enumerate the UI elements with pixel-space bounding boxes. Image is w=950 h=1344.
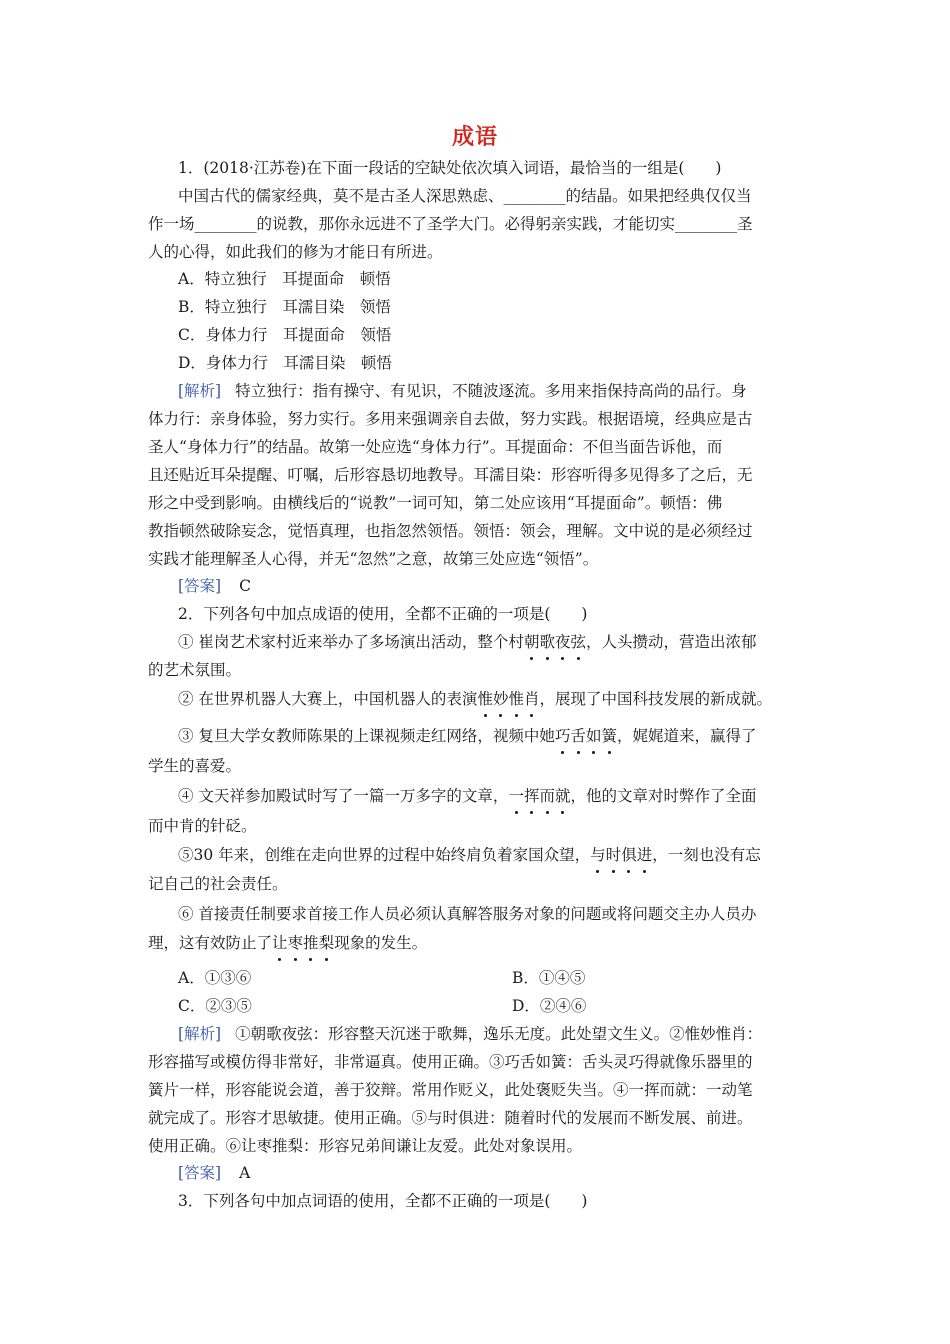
answer-value: A	[239, 1164, 251, 1182]
sentence-text: ① 崔岗艺术家村近来举办了多场演出活动，整个村	[178, 633, 524, 651]
sentence-text: 理，这有效防止了	[148, 934, 273, 952]
sentence-text: ，娓娓道来，赢得了	[617, 727, 757, 745]
emphasis-dot-char: 挥	[523, 787, 540, 805]
dotted-idiom	[590, 846, 652, 864]
dotted-idiom	[508, 787, 570, 805]
q2-sentence-1	[178, 632, 757, 652]
sentence-text: ⑤30 年来，创维在走向世界的过程中始终肩负着家国众望，	[178, 846, 591, 864]
q1-stem: 1．(2018·江苏卷)在下面一段话的空缺处依次填入词语，最恰当的一组是( )	[178, 159, 722, 177]
q2-stem: 2．下列各句中加点成语的使用，全都不正确的一项是( )	[178, 605, 588, 623]
sentence-text: ，展现了中国科技发展的新成就。	[539, 690, 773, 708]
q1-passage-line: 中国古代的儒家经典，莫不是古圣人深思熟虑、________的结晶。如果把经典仅仅当	[178, 187, 752, 205]
q3-stem: 3．下列各句中加点词语的使用，全都不正确的一项是( )	[178, 1192, 588, 1210]
q2-sentence-4	[178, 786, 757, 806]
q1-answer	[178, 576, 251, 596]
q1-option-b: B．特立独行 耳濡目染 领悟	[178, 298, 391, 316]
emphasis-dot-char: 梨	[318, 934, 335, 952]
q1-analysis-line: 教指顿然破除妄念，觉悟真理，也指忽然领悟。领悟：领会，理解。文中说的是必须经过	[148, 522, 753, 540]
emphasis-dot-char: 舌	[570, 727, 586, 745]
q2-sentence-5-cont: 记自己的社会责任。	[148, 875, 288, 893]
emphasis-dot-char: 惟	[477, 690, 493, 708]
q2-option-a: A．①③⑥	[178, 969, 252, 987]
emphasis-dot-char: 夜	[554, 633, 571, 651]
emphasis-dot-char: 而	[539, 787, 555, 805]
q1-analysis-line: 且还贴近耳朵提醒、叮嘱，后形容恳切地教导。耳濡目染：形容听得多见得多了之后，无	[148, 466, 753, 484]
page-title: 成语	[451, 124, 498, 150]
analysis-text: 特立独行：指有操守、有见识，不随波逐流。多用来指保持高尚的品行。身	[235, 382, 747, 400]
q1-passage-line: 人的心得，如此我们的修为才能日有所进。	[148, 243, 443, 261]
q2-sentence-5	[178, 845, 761, 865]
q1-option-d: D．身体力行 耳濡目染 顿悟	[178, 354, 392, 372]
emphasis-dot-char: 惟	[508, 690, 524, 708]
sentence-text: ③ 复旦大学女教师陈果的上课视频走红网络，视频中她	[178, 727, 555, 745]
q2-sentence-6-cont	[148, 933, 427, 953]
q1-option-c: C．身体力行 耳提面命 领悟	[178, 326, 392, 344]
q1-option-a: A．特立独行 耳提面命 顿悟	[178, 270, 391, 288]
sentence-text: ，人头攒动，营造出浓郁	[586, 633, 757, 651]
answer-value: C	[239, 577, 251, 595]
q2-analysis-line: 就完成了。形容才思敏捷。使用正确。⑤与时俱进：随着时代的发展而不断发展、前进。	[148, 1109, 753, 1127]
emphasis-dot-char: 朝	[523, 633, 540, 651]
emphasis-dot-char: 歌	[539, 633, 555, 651]
dotted-idiom	[524, 633, 586, 651]
answer-tag: [答案]	[178, 1164, 222, 1182]
q1-analysis-line: 形之中受到影响。由横线后的“说教”一词可知，第二处应该用“耳提面命”。顿悟：佛	[148, 494, 723, 512]
q2-analysis-line: 簧片一样，形容能说会道，善于狡辩。常用作贬义，此处褒贬失当。④一挥而就：一动笔	[148, 1081, 753, 1099]
q1-analysis-line: 圣人“身体力行”的结晶。故第一处应选“身体力行”。耳提面命：不但当面告诉他，而	[148, 438, 723, 456]
emphasis-dot-char: 巧	[554, 727, 571, 745]
dotted-idiom	[477, 690, 539, 708]
q2-option-d: D．②④⑥	[512, 997, 587, 1015]
emphasis-dot-char: 与	[590, 846, 606, 864]
sentence-text: ，一刻也没有忘	[652, 846, 761, 864]
emphasis-dot-char: 肖	[523, 690, 540, 708]
emphasis-dot-char: 俱	[621, 846, 637, 864]
q1-analysis-line: 体力行：亲身体验，努力实行。多用来强调亲自去做，努力实践。根据语境，经典应是古	[148, 410, 753, 428]
emphasis-dot-char: 让	[272, 934, 288, 952]
q2-answer	[178, 1163, 250, 1183]
dotted-idiom	[272, 934, 334, 952]
q2-analysis-line: 形容描写或模仿得非常好，非常逼真。使用正确。③巧舌如簧：舌头灵巧得就像乐器里的	[148, 1053, 753, 1071]
q2-sentence-6: ⑥ 首接责任制要求首接工作人员必须认真解答服务对象的问题或将问题交主办人员办	[178, 905, 757, 923]
emphasis-dot-char: 一	[508, 787, 524, 805]
emphasis-dot-char: 时	[605, 846, 622, 864]
q2-sentence-4-cont: 而中肯的针砭。	[148, 817, 257, 835]
emphasis-dot-char: 簧	[601, 727, 617, 745]
emphasis-dot-char: 就	[554, 787, 571, 805]
dotted-idiom	[555, 727, 617, 745]
q2-sentence-3-cont: 学生的喜爱。	[148, 757, 242, 775]
analysis-tag: [解析]	[178, 382, 222, 400]
emphasis-dot-char: 推	[303, 934, 319, 952]
emphasis-dot-char: 枣	[287, 934, 304, 952]
answer-tag: [答案]	[178, 577, 222, 595]
analysis-text: ①朝歌夜弦：形容整天沉迷于歌舞，逸乐无度。此处望文生义。②惟妙惟肖：	[235, 1025, 763, 1043]
sentence-text: ② 在世界机器人大赛上，中国机器人的表演	[178, 690, 478, 708]
emphasis-dot-char: 如	[585, 727, 602, 745]
q2-analysis-first-line	[178, 1024, 762, 1044]
q1-analysis-first-line	[178, 381, 747, 401]
sentence-text: ④ 文天祥参加殿试时写了一篇一万多字的文章，	[178, 787, 509, 805]
q1-passage-line: 作一场________的说教，那你永远进不了圣学大门。必得躬亲实践，才能切实________圣	[148, 215, 753, 233]
analysis-tag: [解析]	[178, 1025, 222, 1043]
q2-option-b: B．①④⑤	[512, 969, 586, 987]
q2-sentence-3	[178, 726, 757, 746]
q2-sentence-2	[178, 689, 772, 709]
q2-sentence-1-cont: 的艺术氛围。	[148, 661, 242, 679]
sentence-text: 现象的发生。	[334, 934, 428, 952]
q2-option-c: C．②③⑤	[178, 997, 252, 1015]
q2-analysis-line: 使用正确。⑥让枣推梨：形容兄弟间谦让友爱。此处对象误用。	[148, 1137, 583, 1155]
emphasis-dot-char: 妙	[492, 690, 509, 708]
emphasis-dot-char: 进	[636, 846, 653, 864]
q1-analysis-line: 实践才能理解圣人心得，并无“忽然”之意，故第三处应选“领悟”。	[148, 550, 599, 568]
sentence-text: ，他的文章对时弊作了全面	[570, 787, 757, 805]
emphasis-dot-char: 弦	[570, 633, 586, 651]
